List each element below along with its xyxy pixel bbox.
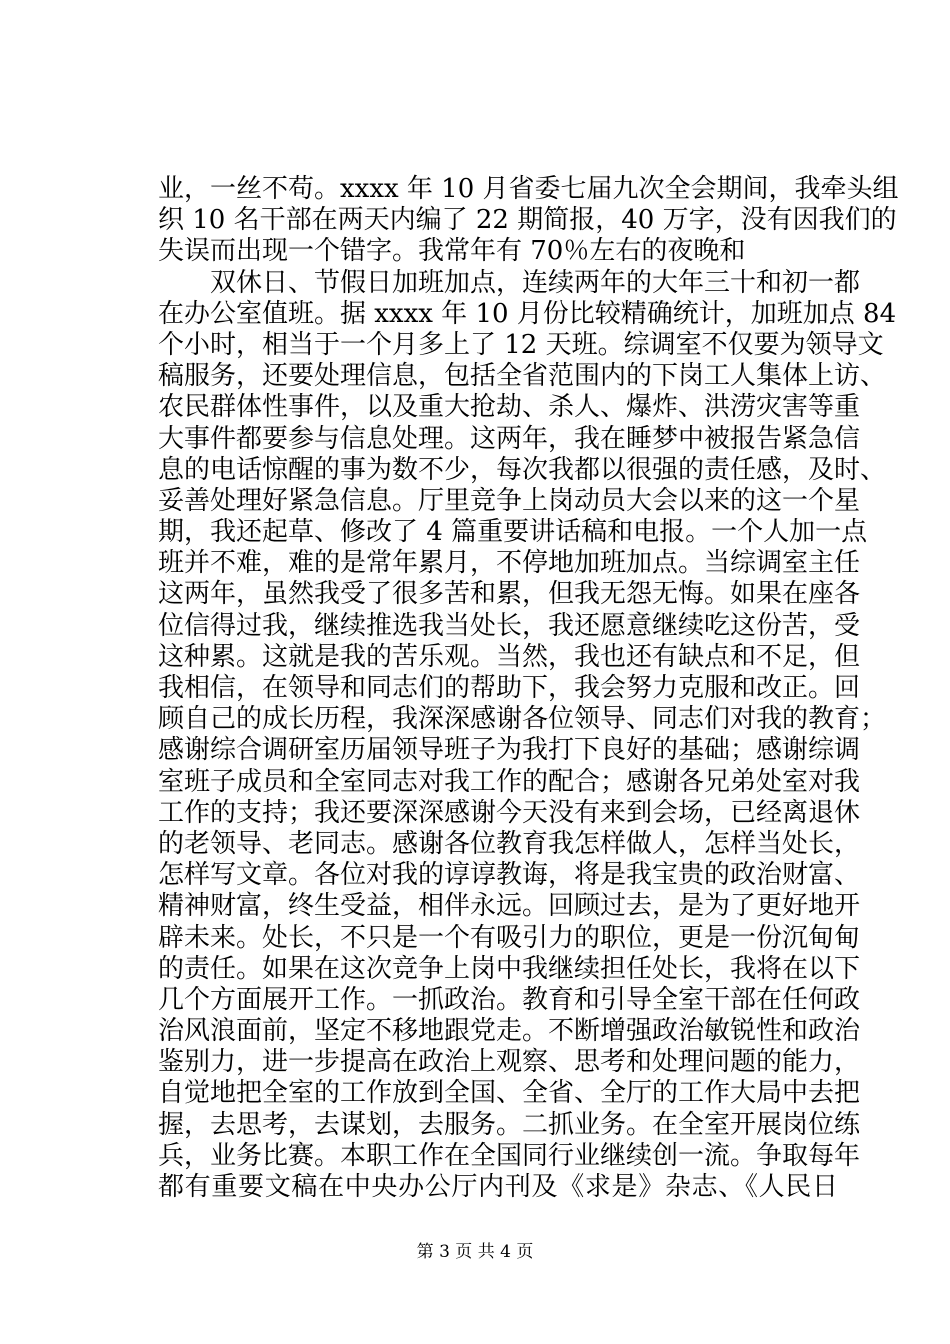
text-line: 的责任。如果在这次竞争上岗中我继续担任处长，我将在以下: [158, 953, 861, 984]
text-line: 握，去思考，去谋划，去服务。二抓业务。在全室开展岗位练: [158, 1109, 861, 1140]
body-text: [158, 174, 899, 1203]
text-line: 都有重要文稿在中央办公厅内刊及《求是》杂志、《人民日: [158, 1172, 838, 1202]
text-line: 双休日、节假日加班加点，连续两年的大年三十和初一都: [210, 267, 861, 298]
text-line: 个小时，相当于一个月多上了 12 天班。综调室不仅要为领导文: [158, 329, 884, 360]
text-line: 兵，业务比赛。本职工作在全国同行业继续创一流。争取每年: [158, 1140, 861, 1171]
text-line: 我相信，在领导和同志们的帮助下，我会努力克服和改正。回: [158, 673, 861, 703]
text-line: 辟未来。处长，不只是一个有吸引力的职位，更是一份沉甸甸: [158, 922, 861, 953]
text-line: 业，一丝不苟。xxxx 年 10 月省委七届九次全会期间，我牵头组: [158, 174, 899, 204]
text-line: 怎样写文章。各位对我的谆谆教诲，将是我宝贵的政治财富、: [158, 860, 861, 891]
text-line: 大事件都要参与信息处理。这两年，我在睡梦中被报告紧急信: [158, 423, 861, 454]
text-line: 鉴别力，进一步提高在政治上观察、思考和处理问题的能力，: [158, 1047, 861, 1078]
text-line: 在办公室值班。据 xxxx 年 10 月份比较精确统计，加班加点 84: [158, 298, 897, 329]
text-line: 位信得过我，继续推选我当处长，我还愿意继续吃这份苦，受: [158, 610, 861, 641]
text-line: 治风浪面前，坚定不移地跟党走。不断增强政治敏锐性和政治: [158, 1016, 861, 1047]
text-line: 稿服务，还要处理信息，包括全省范围内的下岗工人集体上访、: [158, 361, 887, 392]
text-line: 几个方面展开工作。一抓政治。教育和引导全室干部在任何政: [158, 984, 861, 1015]
text-line: 农民群体性事件，以及重大抢劫、杀人、爆炸、洪涝灾害等重: [158, 392, 861, 423]
text-line: 工作的支持；我还要深深感谢今天没有来到会场，已经离退休: [158, 797, 861, 828]
text-line: 自觉地把全室的工作放到全国、全省、全厅的工作大局中去把: [158, 1078, 861, 1109]
text-line: 顾自己的成长历程，我深深感谢各位领导、同志们对我的教育；: [158, 704, 887, 735]
text-line: 室班子成员和全室同志对我工作的配合；感谢各兄弟处室对我: [158, 766, 861, 797]
text-line: 妥善处理好紧急信息。厅里竞争上岗动员大会以来的这一个星: [158, 485, 861, 516]
text-line: 感谢综合调研室历届领导班子为我打下良好的基础；感谢综调: [158, 735, 861, 766]
page-number-footer: 第 3 页 共 4 页: [416, 1242, 534, 1262]
text-line: 这种累。这就是我的苦乐观。当然，我也还有缺点和不足，但: [158, 641, 861, 672]
text-line: 织 10 名干部在两天内编了 22 期简报，40 万字，没有因我们的: [158, 205, 897, 236]
text-line: 这两年，虽然我受了很多苦和累，但我无怨无悔。如果在座各: [158, 579, 861, 610]
text-line: 息的电话惊醒的事为数不少，每次我都以很强的责任感，及时、: [158, 454, 887, 485]
text-line: 期，我还起草、修改了 4 篇重要讲话稿和电报。一个人加一点: [158, 517, 868, 548]
text-line: 的老领导、老同志。感谢各位教育我怎样做人，怎样当处长，: [158, 828, 861, 859]
text-line: 精神财富，终生受益，相伴永远。回顾过去，是为了更好地开: [158, 891, 861, 922]
text-line: 失误而出现一个错字。我常年有 70％左右的夜晚和: [158, 236, 746, 267]
text-line: 班并不难，难的是常年累月，不停地加班加点。当综调室主任: [158, 548, 861, 579]
